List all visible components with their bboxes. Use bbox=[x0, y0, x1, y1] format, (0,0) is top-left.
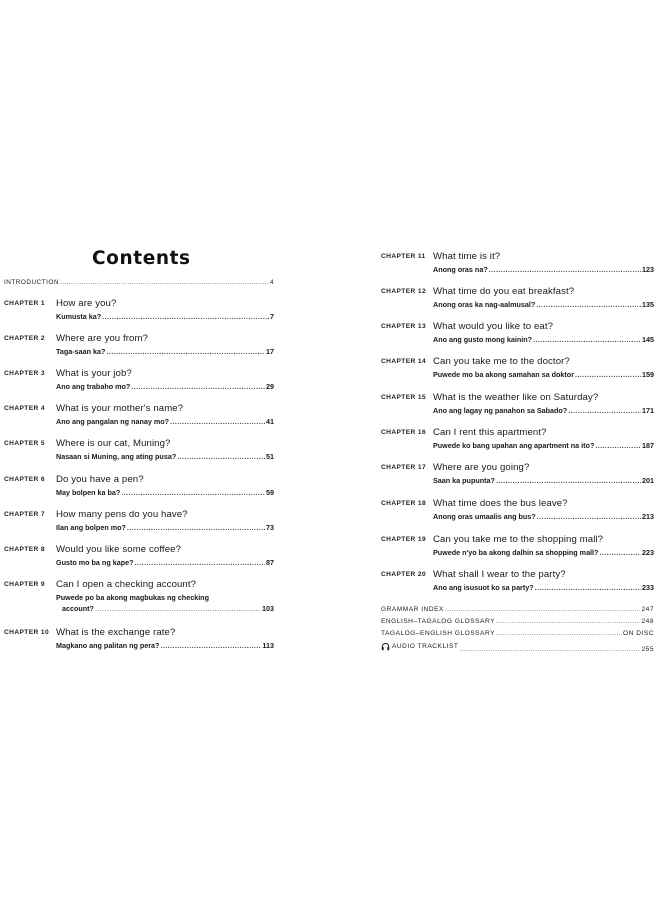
chapter-page: 59 bbox=[266, 488, 274, 497]
chapter-english-title: Where are you going? bbox=[433, 462, 530, 473]
chapter-tagalog-line bbox=[433, 441, 654, 450]
chapter-english-title: What time is it? bbox=[433, 251, 501, 262]
chapter-tagalog-line bbox=[56, 523, 274, 532]
chapter-english-title: What is your mother's name? bbox=[56, 403, 184, 414]
chapter-tagalog-line bbox=[56, 558, 274, 567]
chapter-page: 171 bbox=[642, 406, 654, 415]
toc-audio-tracklist[interactable] bbox=[381, 642, 654, 653]
chapter-tagalog-line bbox=[433, 335, 654, 344]
chapter-label: CHAPTER 17 bbox=[381, 464, 427, 471]
chapter-tagalog-title: Ano ang pangalan ng nanay mo? bbox=[56, 417, 170, 426]
chapter-tagalog-title: Puwede mo ba akong samahan sa doktor bbox=[433, 370, 574, 379]
chapter-tagalog-line bbox=[56, 417, 274, 426]
chapter-tagalog-title: Puwede n'yo ba akong dalhin sa shopping mall? bbox=[433, 548, 599, 557]
back-matter-page: ON DISC bbox=[623, 630, 654, 637]
chapter-label: CHAPTER 13 bbox=[381, 323, 427, 330]
chapter-label: CHAPTER 5 bbox=[4, 440, 45, 447]
chapter-english-title: What time do you eat breakfast? bbox=[433, 286, 575, 297]
chapter-tagalog-title: May bolpen ka ba? bbox=[56, 488, 121, 497]
chapter-tagalog-title: Anong oras na? bbox=[433, 265, 488, 274]
chapter-label: CHAPTER 18 bbox=[381, 500, 427, 507]
chapter-tagalog-title: Ano ang trabaho mo? bbox=[56, 382, 131, 391]
page-title: Contents bbox=[92, 248, 191, 269]
chapter-label: CHAPTER 3 bbox=[4, 370, 45, 377]
introduction-label: INTRODUCTION bbox=[4, 279, 59, 286]
chapter-tagalog-line bbox=[433, 548, 654, 557]
chapter-page: 51 bbox=[266, 452, 274, 461]
back-matter-page: 247 bbox=[641, 606, 654, 613]
chapter-tagalog-line bbox=[433, 476, 654, 485]
chapter-english-title: What is the weather like on Saturday? bbox=[433, 392, 599, 403]
chapter-english-title: How are you? bbox=[56, 298, 117, 309]
chapter-english-title: Where is our cat, Muning? bbox=[56, 438, 171, 449]
chapter-label: CHAPTER 9 bbox=[4, 581, 45, 588]
chapter-label: CHAPTER 10 bbox=[4, 629, 50, 636]
chapter-english-title: What is your job? bbox=[56, 368, 132, 379]
chapter-tagalog-title: Anong oras umaalis ang bus? bbox=[433, 512, 536, 521]
chapter-tagalog-title: Puwede ko bang upahan ang apartment na ito? bbox=[433, 441, 595, 450]
headphones-icon bbox=[381, 642, 390, 651]
chapter-tagalog-line bbox=[56, 488, 274, 497]
chapter-label: CHAPTER 20 bbox=[381, 571, 427, 578]
chapter-label: CHAPTER 7 bbox=[4, 511, 45, 518]
chapter-label: CHAPTER 4 bbox=[4, 405, 45, 412]
toc-english-tagalog-glossary[interactable] bbox=[381, 618, 654, 625]
chapter-tagalog-title: Ano ang lagay ng panahon sa Sabado? bbox=[433, 406, 568, 415]
chapter-label: CHAPTER 12 bbox=[381, 288, 427, 295]
chapter-english-title: Can you take me to the shopping mall? bbox=[433, 534, 604, 545]
chapter-label: CHAPTER 6 bbox=[4, 476, 45, 483]
chapter-tagalog-title: Ilan ang bolpen mo? bbox=[56, 523, 126, 532]
chapter-label: CHAPTER 1 bbox=[4, 300, 45, 307]
chapter-label: CHAPTER 14 bbox=[381, 358, 427, 365]
back-matter-label: AUDIO TRACKLIST bbox=[392, 643, 459, 650]
chapter-tagalog-line bbox=[433, 300, 654, 309]
chapter-tagalog-title: Anong oras ka nag-aalmusal? bbox=[433, 300, 536, 309]
chapter-tagalog-title: Saan ka pupunta? bbox=[433, 476, 495, 485]
chapter-page: 187 bbox=[642, 441, 654, 450]
back-matter-page: 248 bbox=[641, 618, 654, 625]
chapter-english-title: How many pens do you have? bbox=[56, 509, 188, 520]
chapter-english-title: What is the exchange rate? bbox=[56, 627, 176, 638]
chapter-tagalog-line bbox=[433, 583, 654, 592]
chapter-tagalog-line bbox=[56, 641, 274, 650]
chapter-english-title: Do you have a pen? bbox=[56, 474, 144, 485]
chapter-english-title: What time does the bus leave? bbox=[433, 498, 568, 509]
chapter-page: 233 bbox=[642, 583, 654, 592]
introduction-page: 4 bbox=[269, 279, 274, 286]
chapter-tagalog-line bbox=[433, 265, 654, 274]
chapter-tagalog-title: Puwede po ba akong magbukas ng checking bbox=[56, 593, 209, 602]
chapter-tagalog-title: Taga-saan ka? bbox=[56, 347, 106, 356]
back-matter-label: TAGALOG–ENGLISH GLOSSARY bbox=[381, 630, 495, 637]
chapter-english-title: What would you like to eat? bbox=[433, 321, 554, 332]
chapter-tagalog-line bbox=[56, 452, 274, 461]
chapter-tagalog-title: Ano ang gusto mong kainin? bbox=[433, 335, 533, 344]
chapter-english-title: Can I rent this apartment? bbox=[433, 427, 547, 438]
chapter-tagalog-line bbox=[56, 312, 274, 321]
chapter-tagalog-title: Kumusta ka? bbox=[56, 312, 102, 321]
chapter-page: 135 bbox=[642, 300, 654, 309]
chapter-page: 159 bbox=[642, 370, 654, 379]
chapter-label: CHAPTER 11 bbox=[381, 253, 426, 260]
chapter-page: 213 bbox=[642, 512, 654, 521]
chapter-label: CHAPTER 16 bbox=[381, 429, 427, 436]
chapter-label: CHAPTER 19 bbox=[381, 536, 427, 543]
chapter-tagalog-line bbox=[56, 382, 274, 391]
chapter-english-title: What shall I wear to the party? bbox=[433, 569, 566, 580]
chapter-page: 123 bbox=[642, 265, 654, 274]
chapter-tagalog-line bbox=[56, 593, 274, 613]
chapter-page: 17 bbox=[266, 347, 274, 356]
chapter-label: CHAPTER 2 bbox=[4, 335, 45, 342]
chapter-page: 29 bbox=[266, 382, 274, 391]
back-matter-label: GRAMMAR INDEX bbox=[381, 606, 444, 613]
chapter-tagalog-line bbox=[433, 406, 654, 415]
chapter-page: 145 bbox=[642, 335, 654, 344]
chapter-page: 223 bbox=[642, 548, 654, 557]
chapter-english-title: Can you take me to the doctor? bbox=[433, 356, 570, 367]
chapter-tagalog-line bbox=[433, 370, 654, 379]
back-matter-page: 255 bbox=[641, 646, 654, 653]
chapter-page: 201 bbox=[642, 476, 654, 485]
chapter-english-title: Where are you from? bbox=[56, 333, 149, 344]
chapter-page: 87 bbox=[266, 558, 274, 567]
chapter-page: 41 bbox=[266, 417, 274, 426]
toc-grammar-index[interactable] bbox=[381, 606, 654, 613]
chapter-tagalog-line bbox=[56, 347, 274, 356]
chapter-english-title: Can I open a checking account? bbox=[56, 579, 197, 590]
chapter-tagalog-title-cont: account? bbox=[62, 604, 94, 613]
back-matter-label: ENGLISH–TAGALOG GLOSSARY bbox=[381, 618, 495, 625]
chapter-tagalog-title: Nasaan si Muning, ang ating pusa? bbox=[56, 452, 177, 461]
chapter-english-title: Would you like some coffee? bbox=[56, 544, 182, 555]
chapter-tagalog-title: Magkano ang palitan ng pera? bbox=[56, 641, 160, 650]
chapter-label: CHAPTER 15 bbox=[381, 394, 427, 401]
chapter-tagalog-line bbox=[433, 512, 654, 521]
chapter-page: 103 bbox=[262, 604, 274, 613]
chapter-page: 7 bbox=[270, 312, 274, 321]
chapter-page: 113 bbox=[262, 641, 274, 650]
chapter-page: 73 bbox=[266, 523, 274, 532]
toc-introduction[interactable] bbox=[4, 279, 274, 286]
chapter-tagalog-title: Gusto mo ba ng kape? bbox=[56, 558, 134, 567]
chapter-tagalog-title: Ano ang isusuot ko sa party? bbox=[433, 583, 534, 592]
chapter-label: CHAPTER 8 bbox=[4, 546, 45, 553]
right-page bbox=[330, 0, 660, 904]
toc-tagalog-english-glossary[interactable] bbox=[381, 630, 654, 637]
